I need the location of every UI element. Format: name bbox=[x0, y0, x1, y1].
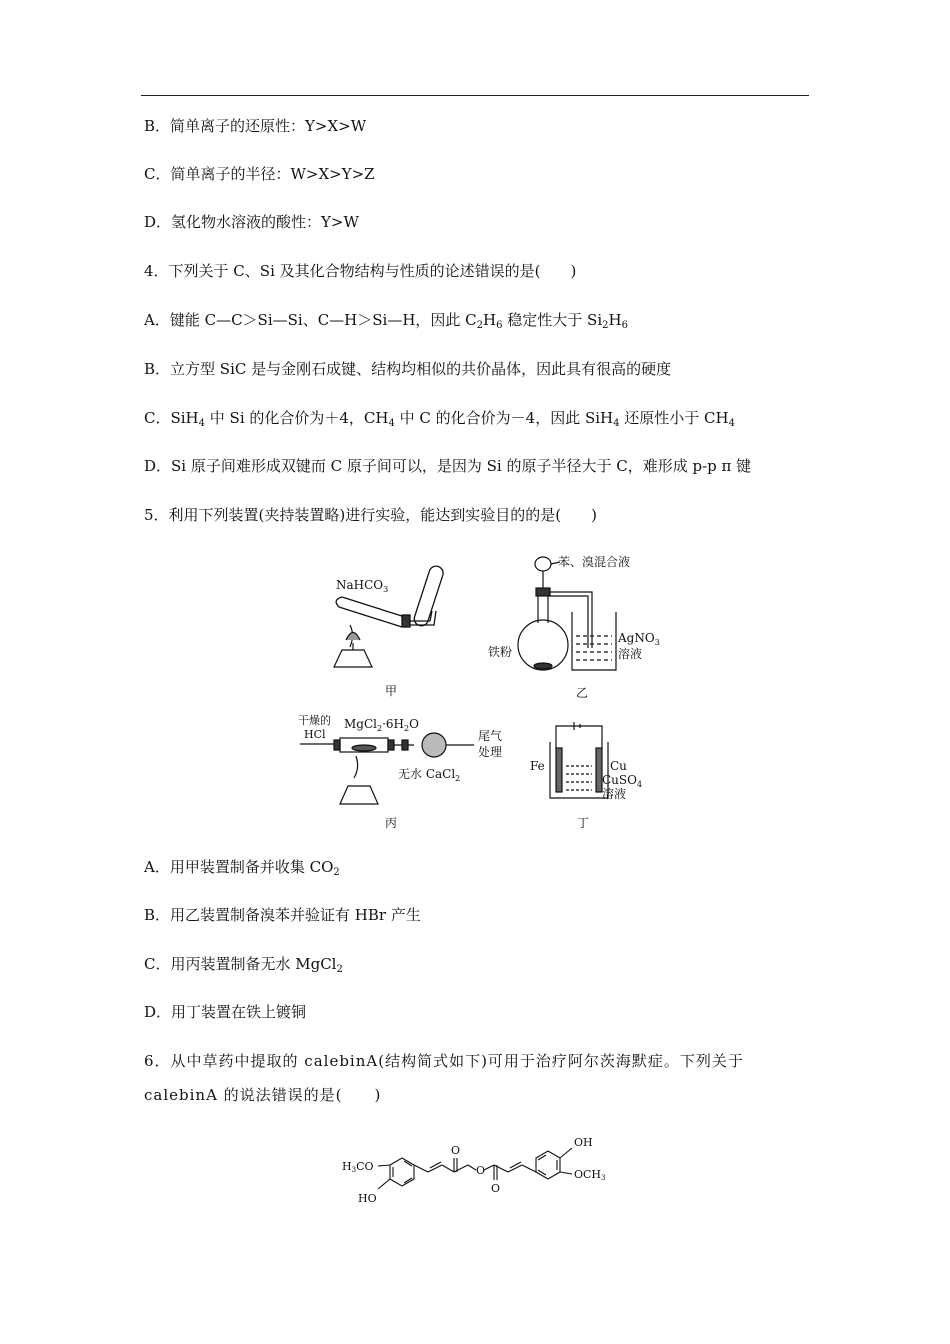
bing-caption: 丙 bbox=[385, 816, 398, 830]
yi-label-agno3: AgNO$_3$ bbox=[618, 631, 660, 647]
bing-label-waste2: 处理 bbox=[478, 745, 503, 759]
ding-label-fe: Fe bbox=[530, 759, 545, 773]
structure-bonds bbox=[378, 1148, 572, 1189]
yi-beaker bbox=[572, 612, 616, 670]
bing-label-hcl: HCl bbox=[304, 728, 326, 741]
jia-caption: 甲 bbox=[385, 684, 398, 698]
ding-cell bbox=[550, 722, 608, 798]
q4-option-b: B．立方型 SiC 是与金刚石成键、结构均相似的共价晶体，因此具有很高的硬度 bbox=[144, 360, 672, 378]
structure-oh-right: OH bbox=[574, 1136, 593, 1149]
ding-label-solution: 溶液 bbox=[602, 787, 627, 801]
header-rule bbox=[141, 95, 809, 96]
yi-label-solution: 溶液 bbox=[618, 647, 643, 661]
structure-ho-left: HO bbox=[358, 1192, 377, 1205]
jia-label: NaHCO$_3$ bbox=[336, 578, 389, 594]
structure-h3co-left: H3CO bbox=[342, 1160, 374, 1174]
bing-label-cacl2: 无水 CaCl$_2$ bbox=[398, 767, 461, 783]
apparatus-yi bbox=[480, 548, 680, 678]
structure-o-ester-carbonyl: O bbox=[491, 1182, 501, 1195]
q4-option-d: D．Si 原子间难形成双键而 C 原子间可以，是因为 Si 的原子半径大于 C，难形成 p-p π 键 bbox=[144, 457, 752, 475]
structure-och3-right: OCH3 bbox=[574, 1168, 606, 1182]
q4-stem: 4．下列关于 C、Si 及其化合物结构与性质的论述错误的是( ) bbox=[144, 262, 577, 280]
yi-flask bbox=[518, 557, 592, 670]
structure-o-ester-bridge: O bbox=[476, 1164, 486, 1177]
ding-label-cuso4: CuSO$_4$ bbox=[602, 773, 643, 789]
structure-o-ketone: O bbox=[451, 1144, 461, 1157]
ding-label-cu: Cu bbox=[610, 759, 627, 773]
bing-label-dry: 干燥的 bbox=[298, 714, 331, 727]
ding-caption: 丁 bbox=[577, 816, 590, 830]
jia-lamp bbox=[334, 625, 372, 667]
q3-option-b: B．简单离子的还原性：Y>X>W bbox=[144, 117, 367, 135]
q5-option-d: D．用丁装置在铁上镀铜 bbox=[144, 1003, 307, 1021]
yi-label-iron: 铁粉 bbox=[488, 645, 513, 659]
q3-option-d: D．氢化物水溶液的酸性：Y>W bbox=[144, 213, 359, 231]
apparatus-bing bbox=[296, 710, 516, 810]
apparatus-ding bbox=[526, 720, 656, 810]
q4-option-a: A．键能 C—C＞Si—Si、C—H＞Si—H，因此 $C_2H_6$ 稳定性大于 $Si_2H_6$ bbox=[144, 311, 628, 331]
q5-stem: 5．利用下列装置(夹持装置略)进行实验，能达到实验目的的是( ) bbox=[144, 506, 597, 524]
q6-stem: 6．从中草药中提取的 calebinA(结构简式如下)可用于治疗阿尔茨海默症。下列关于 calebinA 的说法错误的是( ) bbox=[144, 1052, 744, 1104]
apparatus-jia bbox=[320, 555, 470, 675]
q3-option-c: C．简单离子的半径：W>X>Y>Z bbox=[144, 165, 375, 183]
yi-caption: 乙 bbox=[576, 686, 589, 700]
q5-option-b: B．用乙装置制备溴苯并验证有 HBr 产生 bbox=[144, 906, 421, 924]
jia-tube bbox=[336, 564, 445, 627]
yi-label-top: 苯、溴混合液 bbox=[558, 555, 631, 569]
q5-option-c: C．用丙装置制备无水 MgCl$_2$ bbox=[144, 955, 343, 975]
bing-label-waste1: 尾气 bbox=[478, 729, 503, 743]
q5-option-a: A．用甲装置制备并收集 $CO_2$ bbox=[144, 858, 340, 878]
bing-label-mgcl2: $MgCl_2\cdot 6H_2O$ bbox=[344, 717, 419, 733]
calebinA-structure bbox=[340, 1130, 620, 1210]
q4-option-c: C．SiH$_4$ 中 Si 的化合价为＋4，$CH_4$ 中 C 的化合价为－4，因此 SiH$_4$ 还原性小于 $CH_4$ bbox=[144, 409, 735, 429]
